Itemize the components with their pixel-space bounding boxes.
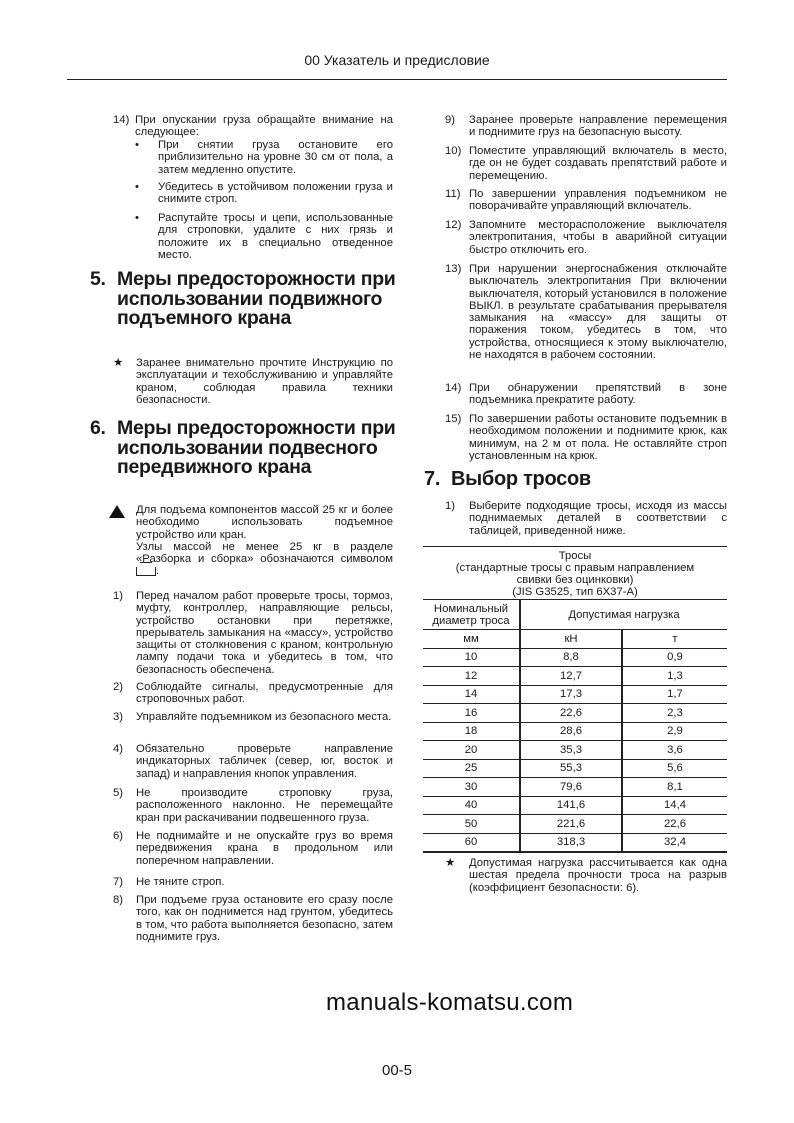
table-row xyxy=(423,648,727,667)
list-item xyxy=(445,219,727,256)
section-7-heading: 7. Выбор тросов xyxy=(424,468,591,490)
diameter-cell: 16 xyxy=(423,704,520,723)
table-title: Тросы (стандартные тросы с правым направлением свивки без оцинковки) (JIS G3525, тип 6X37-A) xyxy=(423,547,727,600)
load-t-cell: 2,9 xyxy=(622,722,727,741)
list-item xyxy=(113,830,393,867)
load-kn-cell: 22,6 xyxy=(520,704,622,723)
list-item xyxy=(445,413,727,462)
item-number: 1) xyxy=(113,590,124,602)
diameter-cell: 20 xyxy=(423,741,520,760)
item-text: По завершении работы остановите подъемник в необходимом положении и поднимите крюк, как минимум, на 2 м от пола. Не оставляйте строп установленным на крюк. xyxy=(469,413,727,462)
item-number: 13) xyxy=(445,263,462,275)
list-item xyxy=(113,743,393,780)
list-item xyxy=(445,114,727,139)
table-row xyxy=(423,685,727,704)
list-item xyxy=(113,681,393,706)
item-text: Обязательно проверьте направление индикаторных табличек (север, юг, восток и запад) и направления кнопок управления. xyxy=(136,743,393,780)
diameter-cell: 30 xyxy=(423,778,520,797)
item-number: 4) xyxy=(113,743,124,755)
load-kn-cell: 8,8 xyxy=(520,648,622,667)
table-row xyxy=(423,741,727,760)
load-kn-cell: 17,3 xyxy=(520,685,622,704)
item-text: Поместите управляющий включатель в место, где он не будет создавать препятствий работе и перемещению. xyxy=(469,145,727,182)
item-text: При нарушении энергоснабжения отключайте выключатель электропитания При включении выключателя, который установился в положение ВЫКЛ. в результате срабатывания прерывателя замыкания на «массу» для защиты от поражения током, убедитесь в том, что устройства, относящиеся к этому выключателю, не находятся в рабочем состоянии. xyxy=(469,263,727,362)
item-text: Не тяните строп. xyxy=(136,876,225,888)
table-row xyxy=(423,833,727,852)
diameter-cell: 10 xyxy=(423,648,520,667)
item-text: Заранее проверьте направление перемещения и поднимите груз на безопасную высоту. xyxy=(469,114,727,139)
item-text: Не производите строповку груза, расположенного наклонно. Не перемещайте кран при раскачивании подвешенного груза. xyxy=(136,787,393,824)
item-number: 12) xyxy=(445,219,462,231)
list-item xyxy=(445,382,727,407)
diameter-cell: 50 xyxy=(423,815,520,834)
diameter-cell: 14 xyxy=(423,685,520,704)
load-kn-cell: 55,3 xyxy=(520,759,622,778)
item-14 xyxy=(113,114,393,139)
item-text: По завершении управления подъемником не поворачивайте управляющий включатель. xyxy=(469,188,727,213)
load-t-cell: 8,1 xyxy=(622,778,727,797)
item-number: 11) xyxy=(445,188,461,200)
load-kn-cell: 318,3 xyxy=(520,833,622,852)
star-icon: ★ xyxy=(113,357,124,369)
warning-note: Для подъема компонентов массой 25 кг и более необходимо использовать подъемное устройство или кран. Узлы массой не менее 25 кг в разделе «Разборка и сборка» обозначаются символом . xyxy=(136,504,393,578)
load-t-cell: 0,9 xyxy=(622,648,727,667)
item-number: 3) xyxy=(113,711,124,723)
bullet-item: • Убедитесь в устойчивом положении груза и снимите строп. xyxy=(135,181,393,206)
watermark: manuals-komatsu.com xyxy=(326,989,574,1016)
bullet-icon: • xyxy=(135,139,139,151)
load-kn-cell: 221,6 xyxy=(520,815,622,834)
item-text: Не поднимайте и не опускайте груз во время передвижения крана в продольном или поперечном направлении. xyxy=(136,830,393,867)
load-kn-cell: 12,7 xyxy=(520,667,622,686)
item-text: Управляйте подъемником из безопасного места. xyxy=(136,711,392,723)
table-row xyxy=(423,796,727,815)
table-row xyxy=(423,667,727,686)
load-kn-cell: 35,3 xyxy=(520,741,622,760)
bullet-icon: • xyxy=(135,212,139,224)
table-row xyxy=(423,722,727,741)
item-text: Перед началом работ проверьте тросы, тормоз, муфту, контроллер, направляющие рельсы, устройство остановки при перетяжке, прерыватель замыкания на «массу», устройство защиты от столкновения с краном, контрольную лампу подачи тока и убедитесь в том, что безопасность обеспечена. xyxy=(136,590,393,676)
item-text: При обнаружении препятствий в зоне подъемника прекратите работу. xyxy=(469,382,727,407)
load-kn-cell: 79,6 xyxy=(520,778,622,797)
list-item xyxy=(113,876,393,888)
load-t-cell: 3,6 xyxy=(622,741,727,760)
item-text: Запомните месторасположение выключателя электропитания, чтобы в аварийной ситуации быстро отключить его. xyxy=(469,219,727,256)
item-text: Соблюдайте сигналы, предусмотренные для строповочных работ. xyxy=(136,681,393,706)
load-t-cell: 32,4 xyxy=(622,833,727,852)
page-header: 00 Указатель и предисловие xyxy=(304,52,490,68)
item-number: 6) xyxy=(113,830,124,842)
table-row xyxy=(423,778,727,797)
list-item xyxy=(113,787,393,824)
load-t-cell: 2,3 xyxy=(622,704,727,723)
rope-load-table xyxy=(423,546,727,853)
table-row xyxy=(423,759,727,778)
load-t-cell: 1,7 xyxy=(622,685,727,704)
list-item xyxy=(445,188,727,213)
load-t-cell: 1,3 xyxy=(622,667,727,686)
page-number: 00-5 xyxy=(381,1062,413,1079)
item-text: При подъеме груза остановите его сразу после того, как он поднимется над грунтом, убедитесь в том, что работа выполняется безопасно, затем поднимите груз. xyxy=(136,894,393,943)
diameter-cell: 12 xyxy=(423,667,520,686)
table-note: ★ Допустимая нагрузка рассчитывается как одна шестая предела прочности троса на разрыв (коэффициент безопасности: 6). xyxy=(445,857,727,894)
item-number: 10) xyxy=(445,145,462,157)
bullet-item: • При снятии груза остановите его приблизительно на уровне 30 см от пола, а затем медленно опустите. xyxy=(135,139,393,176)
item-number: 9) xyxy=(445,114,456,126)
col-header-diameter: Номинальный диаметр троса xyxy=(423,600,520,630)
section-5-heading: 5. Меры предосторожности при использовании подвижного подъемного крана xyxy=(90,268,396,329)
header-divider xyxy=(67,79,727,80)
heavy-part-symbol-icon xyxy=(136,567,156,576)
item-number: 2) xyxy=(113,681,124,693)
item-number: 14) xyxy=(113,114,130,126)
item-text: При опускании груза обращайте внимание на следующее: xyxy=(135,114,393,139)
unit-t: т xyxy=(622,630,727,649)
load-t-cell: 5,6 xyxy=(622,759,727,778)
table-row xyxy=(423,704,727,723)
load-kn-cell: 141,6 xyxy=(520,796,622,815)
warning-icon xyxy=(109,505,125,518)
diameter-cell: 18 xyxy=(423,722,520,741)
star-icon: ★ xyxy=(445,857,456,869)
diameter-cell: 25 xyxy=(423,759,520,778)
item-number: 15) xyxy=(445,413,462,425)
col-header-load: Допустимая нагрузка xyxy=(520,600,727,630)
list-item xyxy=(113,590,393,676)
unit-mm: мм xyxy=(423,630,520,649)
diameter-cell: 60 xyxy=(423,833,520,852)
list-item xyxy=(113,711,393,723)
section-7-item-1: 1) Выберите подходящие тросы, исходя из массы поднимаемых деталей в соответствии с таблицей, приведенной ниже. xyxy=(445,500,727,537)
load-t-cell: 14,4 xyxy=(622,796,727,815)
bullet-item: • Распутайте тросы и цепи, использованные для строповки, удалите с них грязь и положите их в специально отведенное место. xyxy=(135,212,393,261)
item-number: 5) xyxy=(113,787,124,799)
table-row xyxy=(423,815,727,834)
load-kn-cell: 28,6 xyxy=(520,722,622,741)
load-t-cell: 22,6 xyxy=(622,815,727,834)
item-number: 7) xyxy=(113,876,124,888)
item-number: 14) xyxy=(445,382,462,394)
list-item xyxy=(445,263,727,361)
list-item xyxy=(113,894,393,943)
section-6-heading: 6. Меры предосторожности при использовании подвесного передвижного крана xyxy=(90,417,396,478)
section-5-note: ★ Заранее внимательно прочтите Инструкцию по эксплуатации и техобслуживанию и управляйте краном, соблюдая правила техники безопасности. xyxy=(113,357,393,406)
diameter-cell: 40 xyxy=(423,796,520,815)
item-number: 8) xyxy=(113,894,124,906)
bullet-icon: • xyxy=(135,181,139,193)
list-item xyxy=(445,145,727,182)
unit-kn: кН xyxy=(520,630,622,649)
